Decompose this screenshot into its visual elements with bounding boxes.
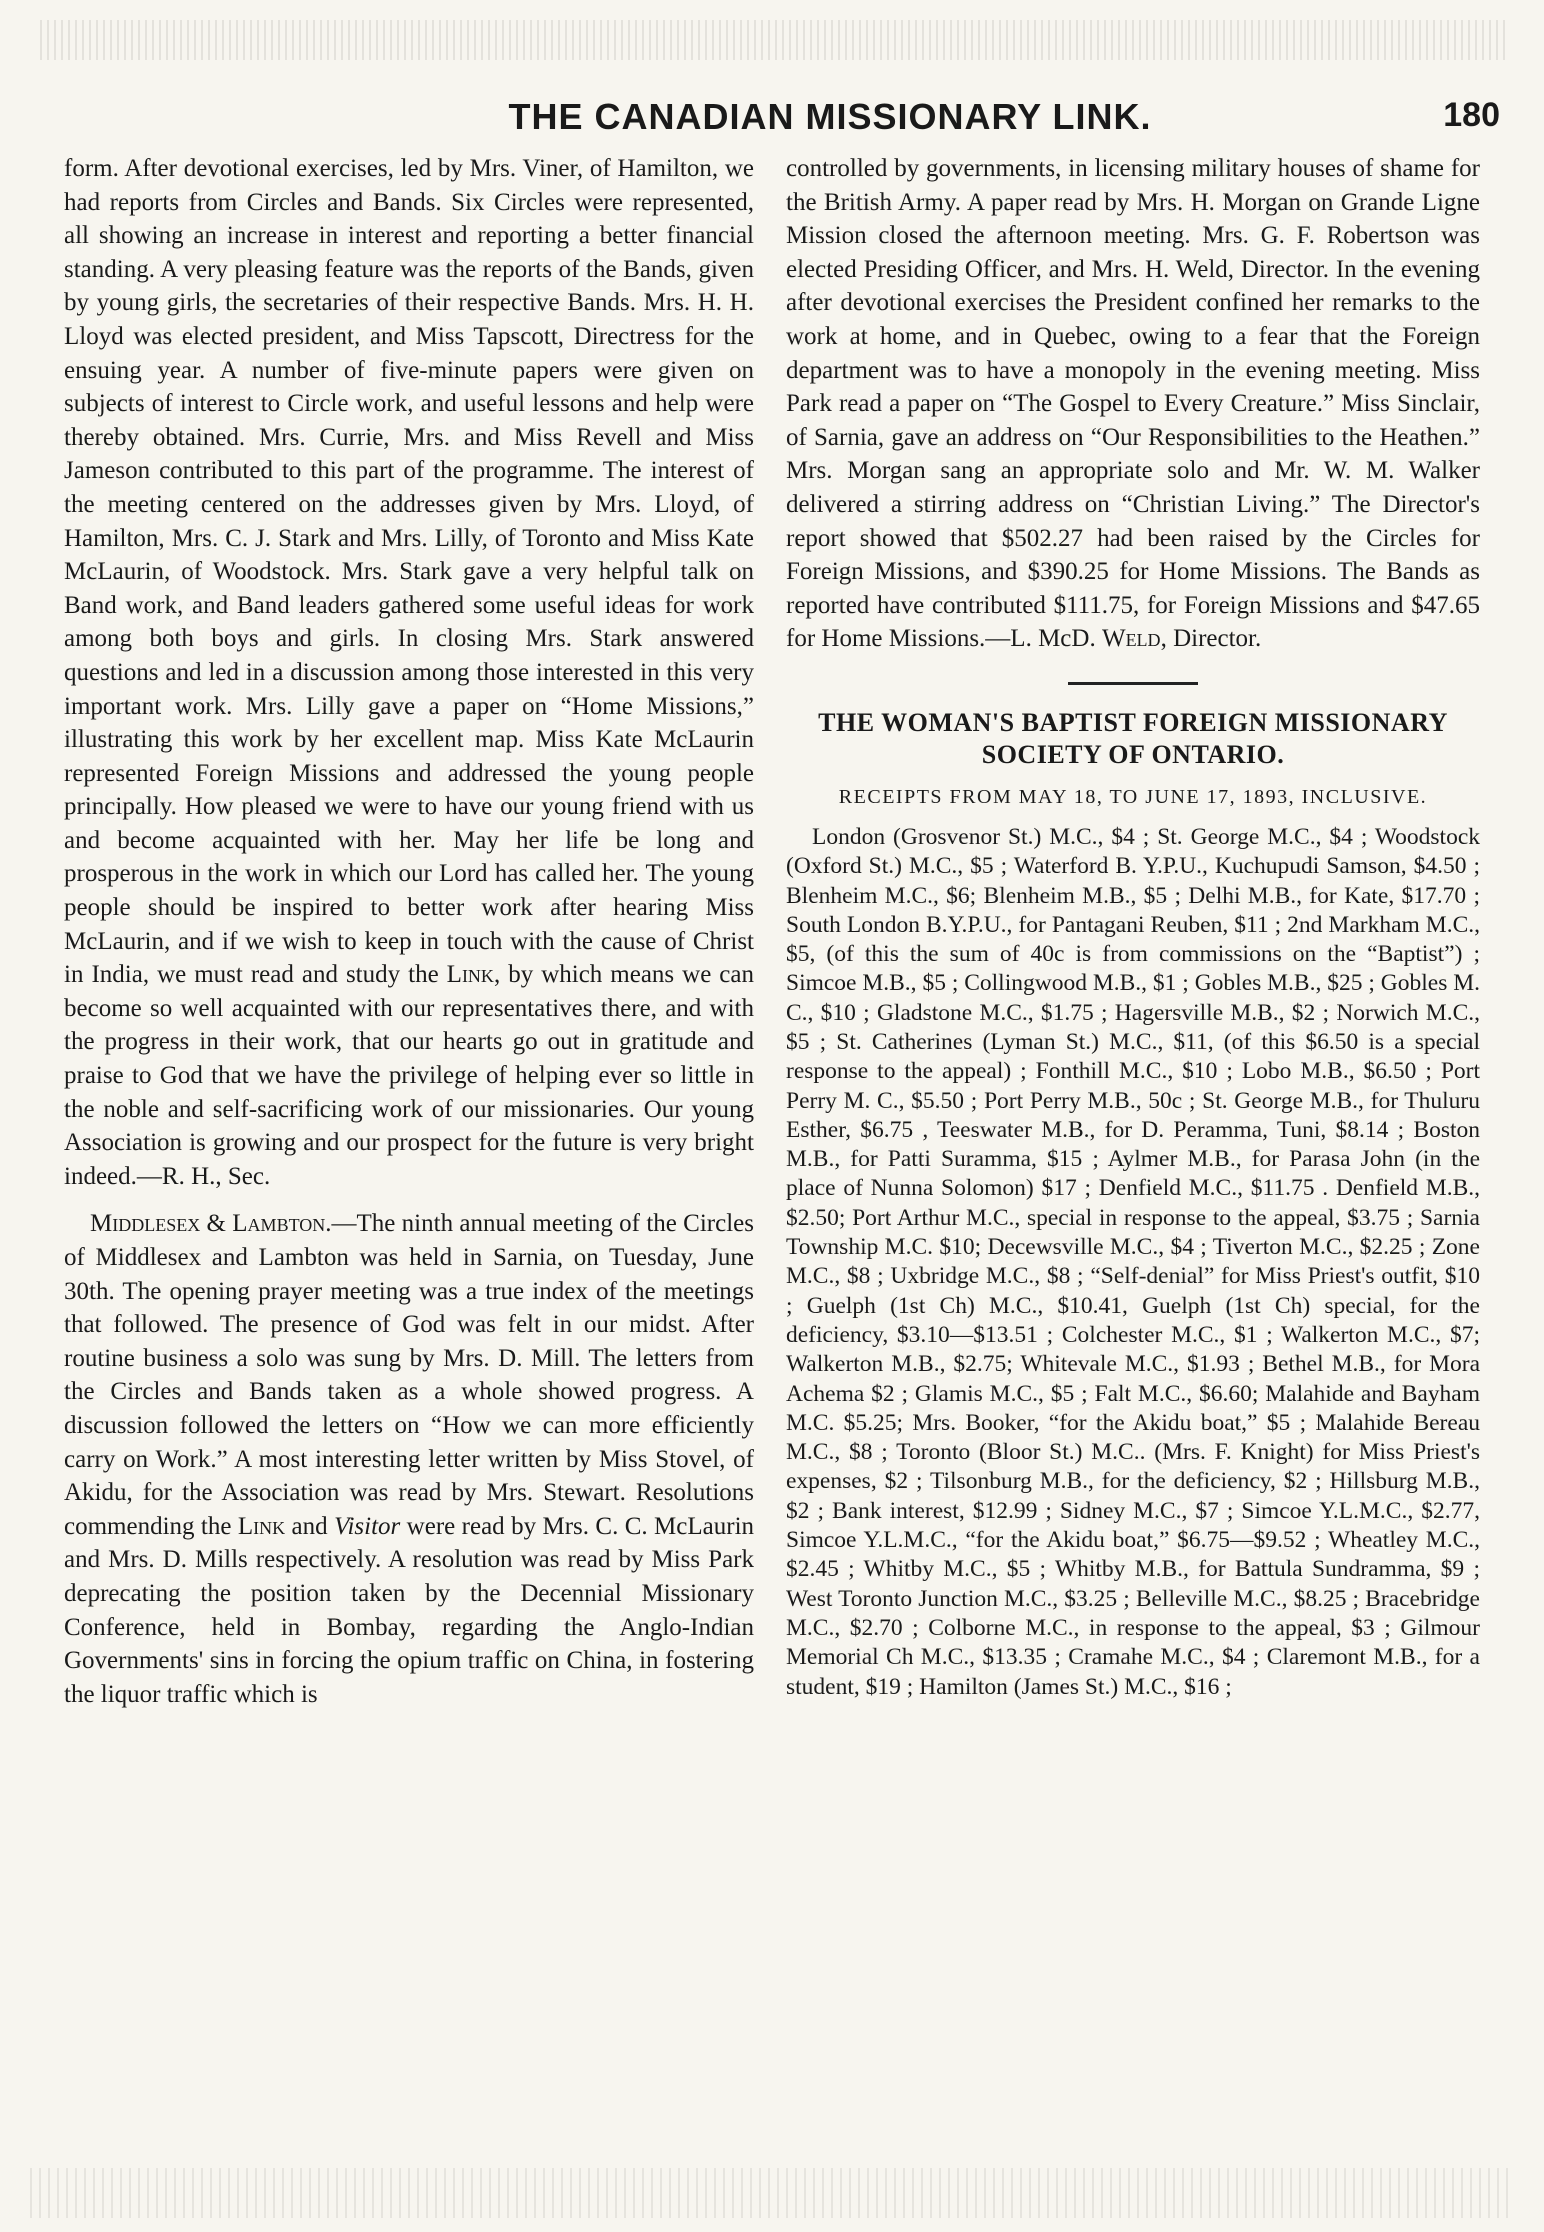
left-column xyxy=(64,152,754,1711)
left-para2-and: and xyxy=(285,1512,335,1540)
section-title: THE WOMAN'S BAPTIST FOREIGN MISSIONARY SOCIETY OF ONTARIO. xyxy=(818,707,1448,769)
left-paragraph-2 xyxy=(64,1207,754,1711)
right-column xyxy=(786,152,1480,1702)
page-header xyxy=(60,96,1500,144)
left-para2-a: —The ninth annual meeting of the Circles of Middlesex and Lambton was held in Sarnia, on Tuesday, June 30th. The opening prayer meeting was a true index of the meetings that followed. The presence of God was felt in our midst. After routine business a solo was sung by Mrs. D. Mill. The letters from the Circles and Bands taken as a whole showed progress. A discussion followed the letters on “How we can more efficiently carry on Work.” A most interesting letter written by Miss Stovel, of Akidu, for the Association was read by Mrs. Stewart. Resolutions commending the xyxy=(64,1210,754,1540)
left-paragraph-1 xyxy=(64,152,754,1193)
left-para2-b: were read by Mrs. C. C. McLaurin and Mrs. D. Mills respectively. A resolution was read by Miss Park deprecating the position taken by the Decennial Missionary Conference, held in Bombay, regarding the Anglo-Indian Governments' sins in forcing the opium traffic on China, in fostering the liquor traffic which is xyxy=(64,1512,755,1708)
scan-noise-top xyxy=(40,20,1510,60)
left-para1-end: , by which means we can become so well acquainted with our representatives there, and with the progress in their work, that our hearts go out in gratitude and praise to God that we have the privilege of helping ever so little in the noble and self-sacrificing work of our missionaries. Our young Association is growing and our prospect for the future is very bright indeed.—R. H., Sec. xyxy=(64,961,754,1190)
link-mention: Link xyxy=(446,961,494,989)
right-paragraph-1 xyxy=(786,152,1480,656)
left-para1-text: form. After devotional exercises, led by Mrs. Viner, of Hamilton, we had reports from Circles and Bands. Six Circles were represented, all showing an increase in interest and reporting a better financial standing. A very pleasing feature was the reports of the Bands, given by young girls, the secretaries of their respective Bands. Mrs. H. H. Lloyd was elected president, and Miss Tapscott, Directress for the ensuing year. A number of five-minute papers were given on subjects of interest to Circle work, and useful lessons and help were thereby obtained. Mrs. Currie, Mrs. and Miss Revell and Miss Jameson contributed to this part of the programme. The interest of the meeting centered on the addresses given by Mrs. Lloyd, of Hamilton, Mrs. C. J. Stark and Mrs. Lilly, of Toronto and Miss Kate McLaurin, of Woodstock. Mrs. Stark gave a very helpful talk on Band work, and Band leaders gathered some useful ideas for work among both boys and girls. In closing Mrs. Stark answered questions and led in a discussion among those interested in this very important work. Mrs. Lilly gave a paper on “Home Missions,” illustrating this work by her excellent map. Miss Kate McLaurin represented Foreign Missions and addressed the young people principally. How pleased we were to have our young friend with us and become acquainted with her. May her life be long and prosperous in the work in which our Lord has called her. The young people should be inspired to better work after hearing Miss McLaurin, and if we wish to keep in touch with the cause of Christ in India, we must read and study the xyxy=(64,155,754,989)
right-para1-text: controlled by governments, in licensing military houses of shame for the British Army. A paper read by Mrs. H. Morgan on Grande Ligne Mission closed the afternoon meeting. Mrs. G. F. Robertson was elected Presiding Officer, and Mrs. H. Weld, Director. In the evening after devotional exercises the President confined her remarks to the work at home, and in Quebec, owing to a fear that the Foreign department was to have a monopoly in the evening meeting. Miss Park read a paper on “The Gospel to Every Creature.” Miss Sinclair, of Sarnia, gave an address on “Our Responsibilities to the Heathen.” Mrs. Morgan sang an appropriate solo and Mr. W. M. Walker delivered a stirring address on “Christian Living.” The Director's report showed that $502.27 had been raised by the Circles for Foreign Missions, and $390.25 for Home Missions. The Bands as reported have contributed $111.75, for Foreign Missions and $47.65 for Home Missions.—L. McD. xyxy=(786,155,1480,653)
link-mention-2: Link xyxy=(237,1512,286,1540)
publication-title: THE CANADIAN MISSIONARY LINK. xyxy=(508,96,1152,137)
visitor-mention: Visitor xyxy=(334,1512,401,1540)
section-divider xyxy=(1068,682,1198,685)
scan-noise-bottom xyxy=(30,2168,1510,2218)
page-number: 180 xyxy=(1443,96,1500,134)
section-subtitle: RECEIPTS FROM MAY 18, TO JUNE 17, 1893, INCLUSIVE. xyxy=(838,785,1428,808)
signature-role: , Director. xyxy=(1160,625,1262,653)
receipts-list: London (Grosvenor St.) M.C., $4 ; St. George M.C., $4 ; Woodstock (Oxford St.) M.C., $5 ; Waterford B. Y.P.U., Kuchupudi Samson, $4.50 ; Blenheim M.C., $6; Blenheim M.B., $5 ; Delhi M.B., for Kate, $17.70 ; South London B.Y.P.U., for Pantagani Reuben, $11 ; 2nd Markham M.C., $5, (of this the sum of 40c is from commissions on the “Baptist”) ; Simcoe M.B., $5 ; Collingwood M.B., $1 ; Gobles M.B., $25 ; Gobles M. C., $10 ; Gladstone M.C., $1.75 ; Hagersville M.B., $2 ; Norwich M.C., $5 ; St. Catherines (Lyman St.) M.C., $11, (of this $6.50 is a special response to the appeal) ; Fonthill M.C., $10 ; Lobo M.B., $6.50 ; Port Perry M. C., $5.50 ; Port Perry M.B., 50c ; St. George M.B., for Thuluru Esther, $6.75 , Teeswater M.B., for D. Peramma, Tuni, $8.14 ; Boston M.B., for Patti Suramma, $15 ; Aylmer M.B., for Parasa John (in the place of Nunna Solomon) $17 ; Denfield M.C., $11.75 . Denfield M.B., $2.50; Port Arthur M.C., special in response to the appeal, $3.75 ; Sarnia Township M.C. $10; Decewsville M.C., $4 ; Tiverton M.C., $2.25 ; Zone M.C., $8 ; Uxbridge M.C., $8 ; “Self-denial” for Miss Priest's outfit, $10 ; Guelph (1st Ch) M.C., $10.41, Guelph (1st Ch) special, for the deficiency, $3.10—$13.51 ; Colchester M.C., $1 ; Walkerton M.C., $7; Walkerton M.B., $2.75; Whitevale M.C., $1.93 ; Bethel M.B., for Mora Achema $2 ; Glamis M.C., $5 ; Falt M.C., $6.60; Malahide and Bayham M.C. $5.25; Mrs. Booker, “for the Akidu boat,” $5 ; Malahide Bereau M.C., $8 ; Toronto (Bloor St.) M.C.. (Mrs. F. Knight) for Miss Priest's expenses, $2 ; Tilsonburg M.B., for the deficiency, $2 ; Hillsburg M.B., $2 ; Bank interest, $12.99 ; Sidney M.C., $7 ; Simcoe Y.L.M.C., $2.77, Simcoe Y.L.M.C., “for the Akidu boat,” $6.75—$9.52 ; Wheatley M.C., $2.45 ; Whitby M.C., $5 ; Whitby M.B., for Battula Sundramma, $9 ; West Toronto Junction M.C., $3.25 ; Belleville M.C., $8.25 ; Bracebridge M.C., $2.70 ; Colborne M.C., in response to the appeal, $3 ; Gilmour Memorial Ch M.C., $13.35 ; Cramahe M.C., $4 ; Claremont M.B., for a student, $19 ; Hamilton (James St.) M.C., $16 ; xyxy=(786,823,1480,1700)
signature-name: Weld xyxy=(1101,625,1161,653)
middlesex-heading: Middlesex & Lambton. xyxy=(90,1210,332,1238)
